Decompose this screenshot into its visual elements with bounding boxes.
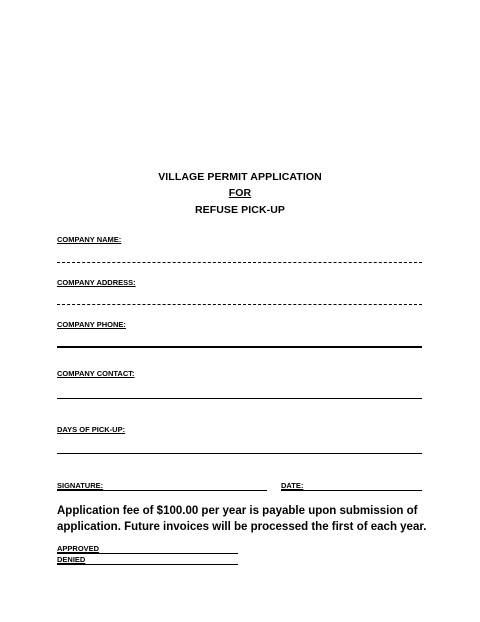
company-contact-line[interactable]: [57, 398, 422, 399]
company-address-line[interactable]: [57, 304, 422, 305]
days-of-pickup-line[interactable]: [57, 453, 422, 454]
signature-label: SIGNATURE:: [57, 481, 104, 490]
form-subtitle: REFUSE PICK-UP: [194, 204, 286, 216]
days-of-pickup-label: DAYS OF PICK-UP:: [57, 425, 126, 434]
approved-line[interactable]: [57, 553, 238, 554]
date-label: DATE:: [281, 481, 304, 490]
company-contact-label: COMPANY CONTACT:: [57, 369, 135, 378]
form-title-for: FOR: [228, 187, 252, 199]
company-phone-label: COMPANY PHONE:: [57, 320, 126, 329]
denied-label: DENIED: [57, 555, 86, 564]
company-name-line[interactable]: [57, 262, 422, 263]
denied-line[interactable]: [57, 564, 238, 565]
company-phone-line[interactable]: [57, 346, 422, 348]
company-name-label: COMPANY NAME:: [57, 235, 122, 244]
date-line[interactable]: [281, 490, 422, 491]
signature-line[interactable]: [57, 490, 267, 491]
form-title: VILLAGE PERMIT APPLICATION: [158, 171, 322, 183]
fee-notice: Application fee of $100.00 per year is payable upon submission of application. Future invoices will be processed the first of each year.: [57, 505, 427, 533]
company-address-label: COMPANY ADDRESS:: [57, 278, 136, 287]
approved-label: APPROVED: [57, 544, 100, 553]
